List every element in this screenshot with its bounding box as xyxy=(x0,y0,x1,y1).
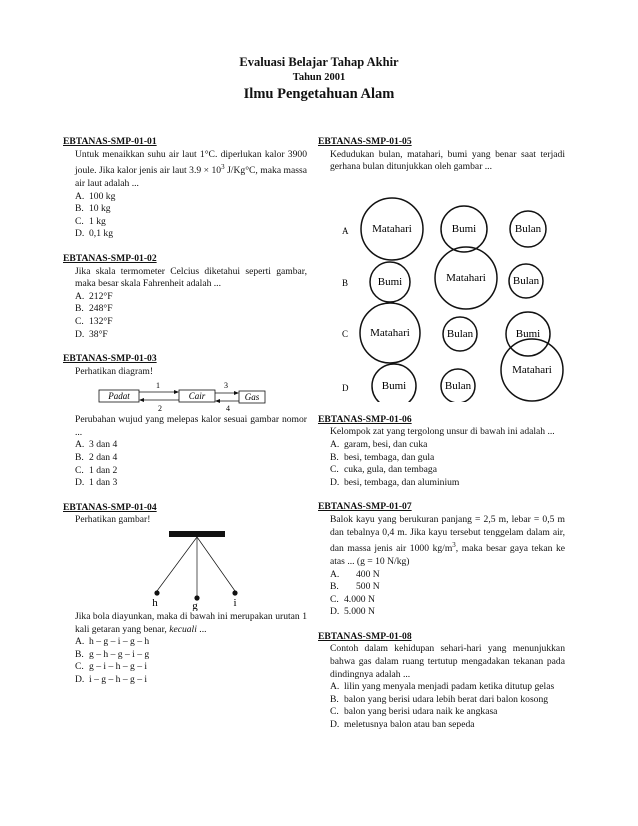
exam-year: Tahun 2001 xyxy=(292,72,346,83)
question-code: EBTANAS-SMP-01-05 xyxy=(318,136,412,147)
option: B. 10 kg xyxy=(75,203,111,215)
option-list xyxy=(63,191,307,241)
option: C. cuka, gula, dan tembaga xyxy=(330,464,437,476)
option: D. meletusnya balon atau ban sepeda xyxy=(330,719,475,731)
string-h xyxy=(157,537,197,591)
row-letter-a: A xyxy=(342,225,349,236)
question-intro: Perhatikan gambar! xyxy=(75,514,151,526)
option-list xyxy=(318,569,565,619)
option: C. balon yang berisi udara naik ke angkasa xyxy=(330,706,498,718)
option: A. 3 dan 4 xyxy=(75,439,118,451)
option: A. garam, besi, dan cuka xyxy=(330,438,428,450)
option: B. g – h – g – i – g xyxy=(75,648,150,660)
label-d-2: Bulan xyxy=(444,379,472,392)
arrow-2-number: 2 xyxy=(158,404,162,414)
question-02 xyxy=(63,253,307,341)
ball-h xyxy=(154,590,159,595)
question-04 xyxy=(63,502,307,687)
question-text: Kelompok zat yang tergolong unsur di bawah ini adalah ... xyxy=(330,426,555,438)
label-b-1: Bumi xyxy=(377,275,403,288)
eclipse-diagram xyxy=(318,174,565,402)
page-title: Evaluasi Belajar Tahap Akhir xyxy=(239,55,399,69)
question-05 xyxy=(318,136,565,402)
option: D. 1 dan 3 xyxy=(75,477,118,489)
option-list xyxy=(318,439,565,489)
label-a-3: Bulan xyxy=(514,222,542,235)
question-text: Kedudukan bulan, matahari, bumi yang benar saat terjadi gerhana bulan ditunjukkan oleh gambar ... xyxy=(330,148,565,173)
arrow-4-head xyxy=(215,399,220,403)
arrow-1-number: 1 xyxy=(156,381,160,391)
option: D. 5.000 N xyxy=(330,606,375,618)
pendulum-figure xyxy=(63,527,307,611)
label-h: h xyxy=(152,597,158,610)
label-b-3: Bulan xyxy=(512,274,540,287)
question-text: Untuk menaikkan suhu air laut 1°C. diperlukan kalor 3900 joule. Jika kalor jenis air laut $3.9 \times 10^3$ J/Kg°C, maka massa air laut adalah ... xyxy=(75,148,307,189)
question-text: Jika bola diayunkan, maka di bawah ini merupakan urutan 1 kali getaran yang benar, kecuali ... xyxy=(75,611,307,635)
question-intro: Perhatikan diagram! xyxy=(75,365,154,377)
question-08 xyxy=(318,631,565,732)
option-list xyxy=(318,681,565,731)
question-code: EBTANAS-SMP-01-01 xyxy=(63,136,157,147)
option-list xyxy=(63,291,307,341)
state-change-diagram xyxy=(63,378,307,414)
option-list xyxy=(63,636,307,686)
question-06 xyxy=(318,414,565,490)
option: B. 248°F xyxy=(75,303,113,315)
option-list xyxy=(63,439,307,489)
pendulum-support xyxy=(169,531,225,537)
question-code: EBTANAS-SMP-01-04 xyxy=(63,501,157,513)
option: A. 400 N xyxy=(330,568,380,580)
question-code: EBTANAS-SMP-01-02 xyxy=(63,252,157,264)
label-i: i xyxy=(233,597,237,610)
option: B. 500 N xyxy=(330,581,380,593)
option: A. lilin yang menyala menjadi padam ketika ditutup gelas xyxy=(330,681,555,693)
label-d-1: Bumi xyxy=(381,379,407,392)
option: C. 1 dan 2 xyxy=(75,464,118,476)
arrow-4-number: 4 xyxy=(226,404,230,414)
option: C. 132°F xyxy=(75,315,113,327)
option: C. 4.000 N xyxy=(330,593,375,605)
option: A. 212°F xyxy=(75,290,113,302)
option: D. i – g – h – g – i xyxy=(75,674,148,685)
label-a-2: Bumi xyxy=(451,222,477,235)
arrow-3-head xyxy=(234,391,239,395)
solid-label: Padat xyxy=(108,391,130,402)
question-text: Jika skala termometer Celcius diketahui seperti gambar, maka besar skala Fahrenheit adalah ... xyxy=(75,265,307,290)
ball-i xyxy=(232,590,237,595)
question-code: EBTANAS-SMP-01-06 xyxy=(318,413,412,425)
string-i xyxy=(197,537,235,591)
option: A. 100 kg xyxy=(75,190,116,202)
label-b-2: Matahari xyxy=(446,271,486,284)
option: D. besi, tembaga, dan aluminium xyxy=(330,476,460,488)
label-d-3: Matahari xyxy=(512,363,552,376)
question-code: EBTANAS-SMP-01-03 xyxy=(63,353,157,365)
label-c-2: Bulan xyxy=(446,327,474,340)
label-a-1: Matahari xyxy=(372,222,412,235)
label-c-3: Bumi xyxy=(515,327,541,340)
option: B. besi, tembaga, dan gula xyxy=(330,451,435,463)
arrow-2-head xyxy=(139,398,144,402)
left-column xyxy=(63,136,307,699)
question-01 xyxy=(63,136,307,241)
question-text: Contoh dalam kehidupan sehari-hari yang menunjukkan bahwa gas dalam ruang tertutup mengadakan tekanan pada dindingnya adalah ... xyxy=(330,643,565,680)
arrow-3-number: 3 xyxy=(224,381,228,391)
option: D. 0,1 kg xyxy=(75,228,113,240)
question-code: EBTANAS-SMP-01-07 xyxy=(318,501,412,513)
label-c-1: Matahari xyxy=(370,326,410,339)
question-text: Perubahan wujud yang melepas kalor sesuai gambar nomor ... xyxy=(75,414,307,438)
subject-title: Ilmu Pengetahuan Alam xyxy=(243,86,395,102)
row-letter-b: B xyxy=(342,277,349,288)
question-03 xyxy=(63,353,307,490)
row-letter-d: D xyxy=(342,382,349,393)
question-text: Balok kayu yang berukuran panjang = 2,5 m, lebar = 0,5 m dan tebalnya 0,4 m. Jika kayu tersebut tenggelam dalam air, dan massa jenis air 1000 $kg/m^3$, maka besar gaya tekan ke atas ... (g = 10 N/kg) xyxy=(330,513,565,567)
gas-label: Gas xyxy=(244,392,260,403)
option: B. balon yang berisi udara lebih berat dari balon kosong xyxy=(330,693,549,705)
question-07 xyxy=(318,501,565,619)
label-g: g xyxy=(192,600,198,612)
option: A. h – g – i – g – h xyxy=(75,636,150,648)
liquid-label: Cair xyxy=(188,391,206,402)
right-column xyxy=(318,136,565,744)
option: C. g – i – h – g – i xyxy=(75,661,148,673)
question-code: EBTANAS-SMP-01-08 xyxy=(318,630,412,642)
arrow-1-head xyxy=(174,390,179,394)
option: C. 1 kg xyxy=(75,215,106,227)
row-letter-c: C xyxy=(342,328,349,339)
option: B. 2 dan 4 xyxy=(75,452,118,464)
option: D. 38°F xyxy=(75,328,108,340)
